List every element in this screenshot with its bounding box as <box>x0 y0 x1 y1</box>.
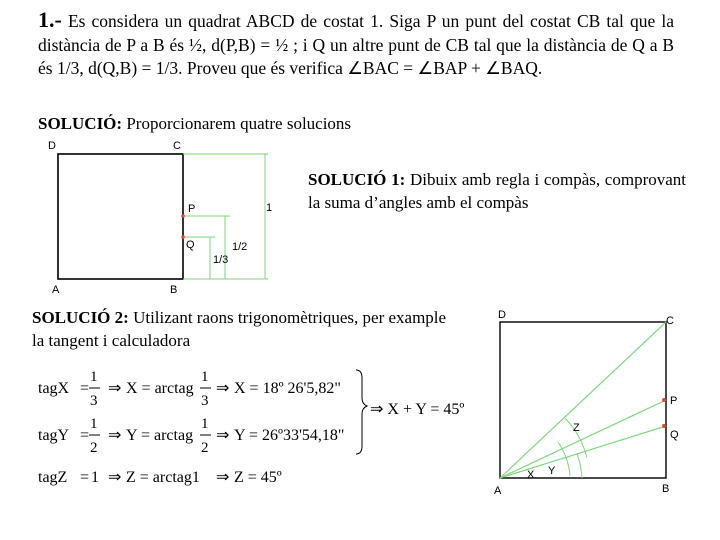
equations-block <box>30 362 510 497</box>
eq1-final: X = 18º 26'5,82" <box>234 380 341 397</box>
problem-number: 1.- <box>38 7 62 32</box>
solution-2-label: SOLUCIÓ 2: <box>32 308 129 327</box>
figure-2-angles <box>490 304 690 504</box>
eq1-den: 3 <box>90 393 98 409</box>
solution-2 <box>32 306 462 352</box>
label-third: 1/3 <box>213 254 229 266</box>
point-q-2 <box>662 424 666 428</box>
eq1-num: 1 <box>90 369 98 385</box>
brace <box>356 370 367 454</box>
eq2-final: Y = 26º33'54,18" <box>234 427 345 444</box>
eq1-res-num: 1 <box>201 369 209 385</box>
eq3-final: Z = 45º <box>234 469 282 486</box>
eq1-eq: = <box>80 380 90 397</box>
label-a-2: A <box>494 485 502 497</box>
problem-statement <box>38 8 674 81</box>
equation-row-2 <box>38 416 344 456</box>
eq1-res: X = arctag <box>126 380 194 397</box>
eq2-res-num: 1 <box>201 416 209 432</box>
problem-text: Es considera un quadrat ABCD de costat 1. Siga P un punt del costat CB tal que la distància de P a B és ½, d(P,B) = ½ ; i Q un altre punt de CB tal que la distància de Q a B és 1/3, d(Q,B) = 1/3. Proveu que és verifica ∠BAC = ∠BAP + ∠BAQ. <box>38 11 675 78</box>
eq2-res: Y = arctag <box>126 427 194 444</box>
solution-intro-label: SOLUCIÓ: <box>38 114 123 133</box>
square-abcd <box>58 154 183 279</box>
equation-row-3 <box>38 469 282 486</box>
eq-conclusion: ⇒ X + Y = 45º <box>370 401 465 418</box>
line-ac <box>500 322 666 478</box>
solution-1-text: Dibuix amb regla i compàs, comprovant la suma d’angles amb el compàs <box>308 170 686 212</box>
eq1-res-den: 3 <box>201 393 209 409</box>
eq2-arrow2: ⇒ <box>216 427 230 444</box>
line-ap <box>500 400 666 478</box>
solution-2-text: Utilizant raons trigonomètriques, per example la tangent i calculadora <box>32 308 447 350</box>
eq2-res-den: 2 <box>201 440 209 456</box>
label-z: Z <box>573 422 580 434</box>
point-p <box>181 214 185 218</box>
eq1-lhs: tagX <box>38 380 70 397</box>
solution-1 <box>308 168 686 214</box>
eq3-one: 1 <box>91 469 99 486</box>
eq2-den: 2 <box>90 440 98 456</box>
eq1-arrow: ⇒ <box>108 380 122 397</box>
label-x: X <box>527 469 535 481</box>
label-b: B <box>170 284 178 296</box>
solution-intro-text: Proporcionarem quatre solucions <box>126 114 352 133</box>
eq1-arrow2: ⇒ <box>216 380 230 397</box>
eq2-lhs: tagY <box>38 427 70 444</box>
arc-x <box>577 454 582 478</box>
label-b-2: B <box>662 483 670 495</box>
eq3-res: Z = arctag1 <box>126 469 200 486</box>
point-q <box>181 235 185 239</box>
eq3-arrow2: ⇒ <box>216 469 230 486</box>
label-a: A <box>52 284 60 296</box>
eq2-arrow: ⇒ <box>108 427 122 444</box>
eq3-lhs: tagZ <box>38 469 68 486</box>
label-d-2: D <box>498 309 506 321</box>
eq3-arrow: ⇒ <box>108 469 122 486</box>
label-q-2: Q <box>670 429 679 441</box>
eq2-num: 1 <box>90 416 98 432</box>
label-half: 1/2 <box>232 241 248 253</box>
eq3-eq: = <box>80 469 90 486</box>
label-c: C <box>173 140 181 152</box>
label-side: 1 <box>266 202 273 214</box>
label-p-2: P <box>670 395 678 407</box>
label-d: D <box>48 140 56 152</box>
point-p-2 <box>662 398 666 402</box>
label-c-2: C <box>666 315 674 327</box>
equation-row-1 <box>38 369 341 409</box>
label-y: Y <box>548 465 556 477</box>
solution-1-label: SOLUCIÓ 1: <box>308 170 406 189</box>
solution-intro <box>38 114 351 134</box>
label-q: Q <box>186 239 195 251</box>
line-aq <box>500 426 666 478</box>
label-p: P <box>188 203 196 215</box>
figure-1-square <box>40 136 290 296</box>
eq2-eq: = <box>80 427 90 444</box>
